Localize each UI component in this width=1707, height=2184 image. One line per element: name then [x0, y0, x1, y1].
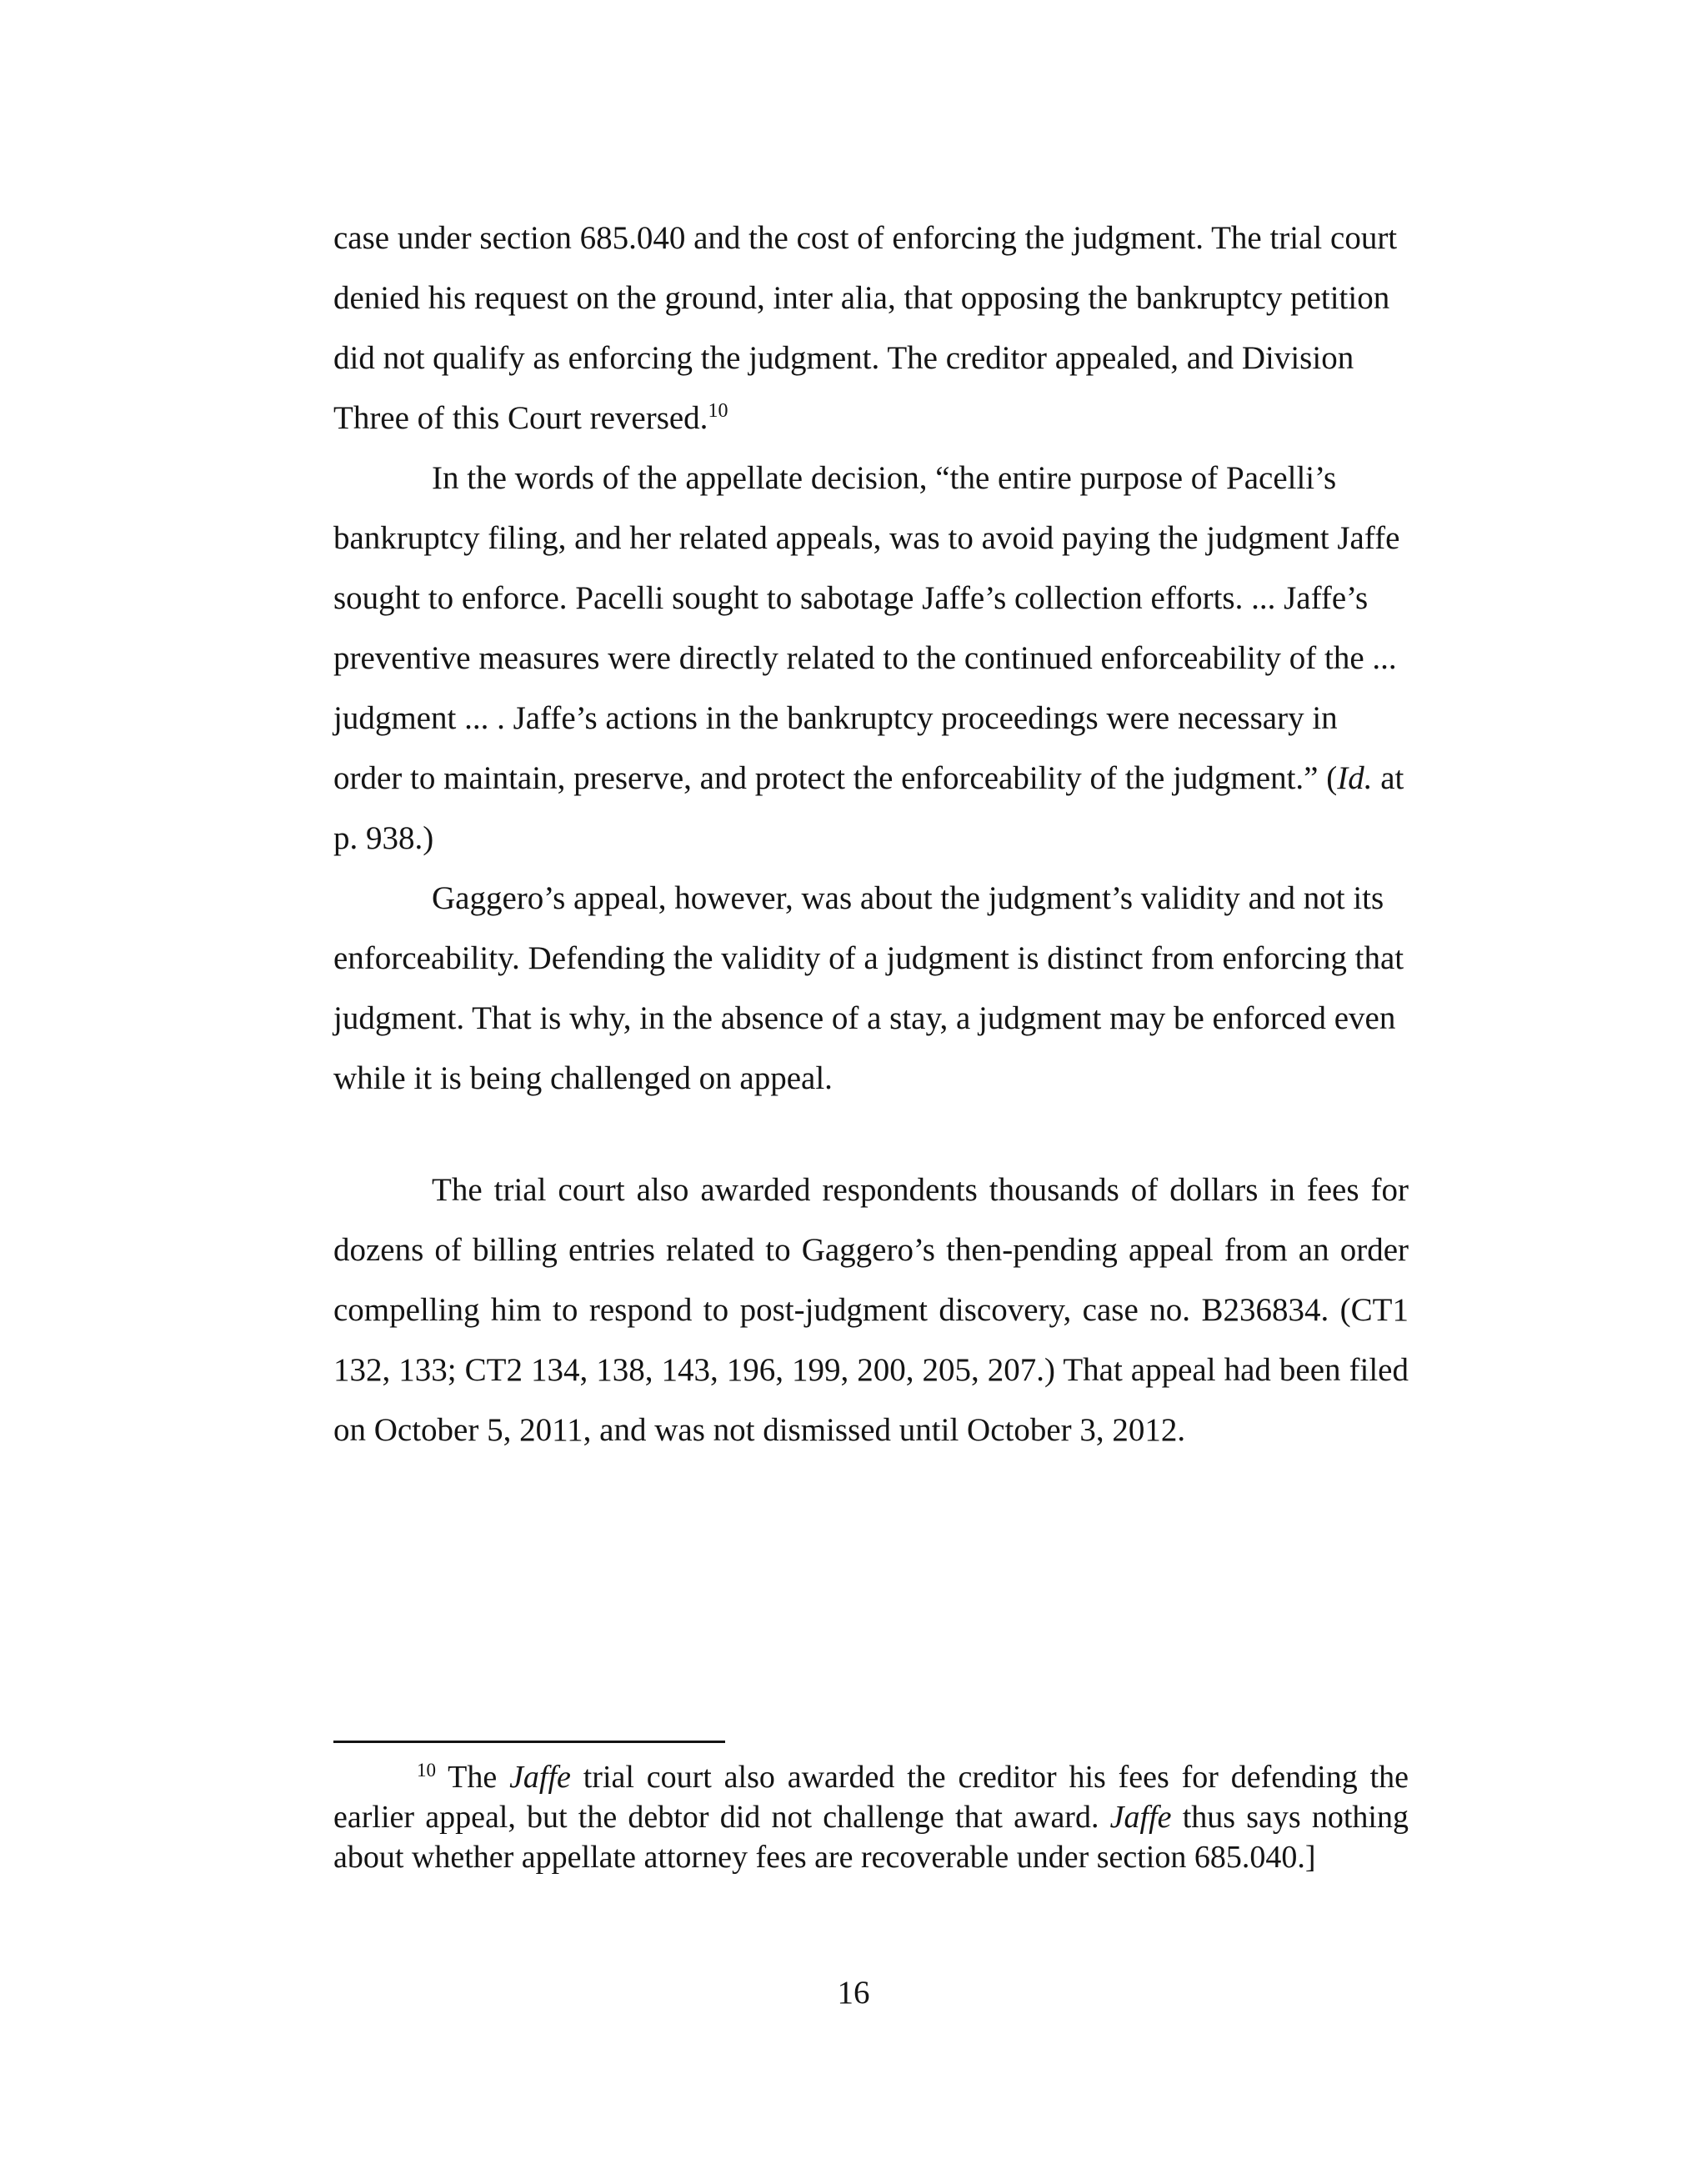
paragraph-appellate-quote [333, 448, 1409, 869]
paragraph-validity [333, 869, 1409, 1109]
footnote-text-end: thus says nothing about whether appellate attorney fees are recoverable under section 685.040.] [333, 1800, 1409, 1875]
citation-id: Id. [1337, 760, 1373, 796]
case-name-italic: Jaffe [509, 1760, 571, 1795]
paragraph-continued [333, 208, 1409, 448]
footnote-number: 10 [417, 1760, 436, 1781]
footnote-reference: 10 [708, 400, 728, 422]
body-text [333, 208, 1409, 1460]
footnote-text-lead: The [436, 1760, 510, 1795]
page-number: 16 [837, 1975, 870, 2011]
footnote-divider [333, 1741, 725, 1743]
footnote-text [333, 1757, 1409, 1877]
paragraph-text: In the words of the appellate decision, “the entire purpose of Pacelli’s bankruptcy filing, and her related appeals, was to avoid paying the judgment Jaffe sought to enforce. Pacelli sought to sabotage Jaffe’s collection efforts. ... Jaffe’s preventive measures were directly related to the continued enforceability of the ... judgment ... . Jaffe’s actions in the bankruptcy proceedings were necessary in order to maintain, preserve, and protect the enforceability of the judgment.” ( [333, 460, 1400, 796]
footnote [333, 1757, 1409, 1877]
paragraph-pending-appeal [333, 1160, 1409, 1460]
paragraph-text: The trial court also awarded respondents thousands of dollars in fees for dozens of billing entries related to Gaggero’s then-pending appeal from an order compelling him to respond to post-judgment discovery, case no. B236834. (CT1 132, 133; CT2 134, 138, 143, 196, 199, 200, 205, 207.) That appeal had been filed on October 5, 2011, and was not dismissed until October 3, 2012. [333, 1172, 1409, 1448]
paragraph-text: Gaggero’s appeal, however, was about the judgment’s validity and not its enforceability. Defending the validity of a judgment is distinct from enforcing that judgment. That is why, in the absence of a stay, a judgment may be enforced even while it is being challenged on appeal. [333, 880, 1404, 1096]
case-name-italic: Jaffe [1109, 1800, 1172, 1835]
citation-page: at p. 938.) [333, 760, 1404, 856]
paragraph-text: case under section 685.040 and the cost of enforcing the judgment. The trial court denied his request on the ground, inter alia, that opposing the bankruptcy petition did not qualify as enforcing the judgment. The creditor appealed, and Division Three of this Court reversed. [333, 220, 1398, 436]
footnote-text-mid: trial court also awarded the creditor his fees for defending the earlier appeal, but the debtor did not challenge that award. [333, 1760, 1409, 1835]
